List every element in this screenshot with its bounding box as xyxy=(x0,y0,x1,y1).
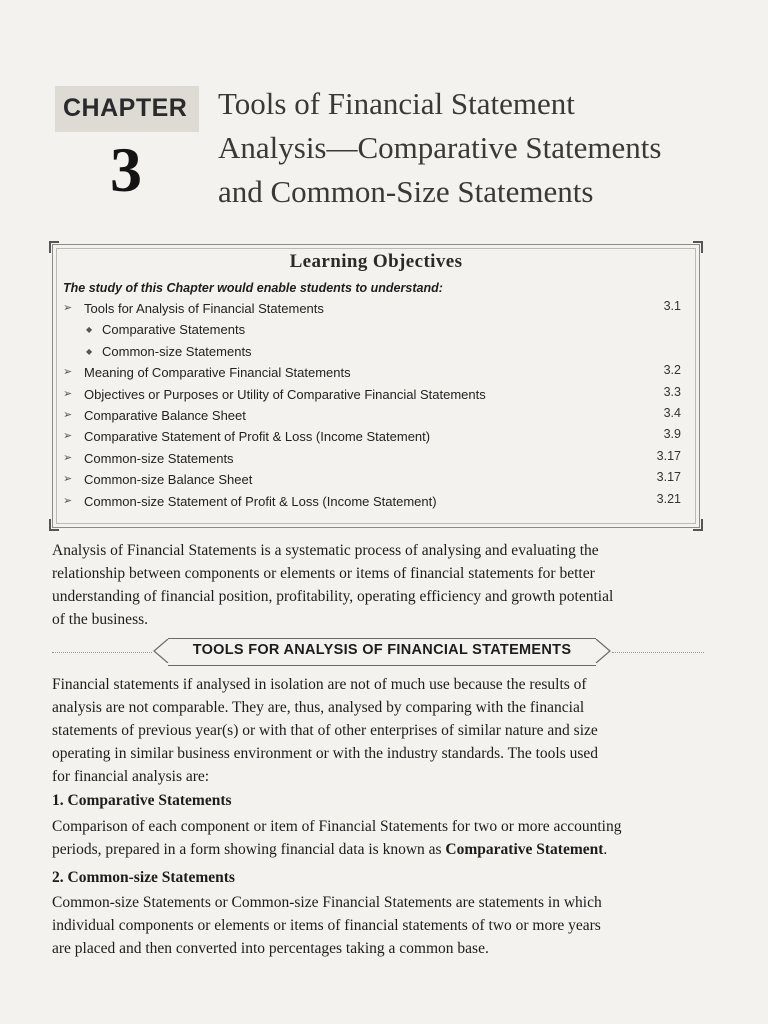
subsection-heading: 1. Comparative Statements xyxy=(52,792,232,809)
intro-paragraph xyxy=(52,539,704,631)
objective-page: 3.1 xyxy=(663,299,681,313)
objective-label: Objectives or Purposes or Utility of Comparative Financial Statements xyxy=(84,386,486,402)
paragraph-line: Common-size Statements or Common-size Financial Statements are statements in which xyxy=(52,894,602,911)
paragraph-line: operating in similar business environment or with the industry standards. The tools used xyxy=(52,745,599,762)
paragraph-line: Analysis of Financial Statements is a systematic process of analysing and evaluating the xyxy=(52,542,599,559)
objective-label: Comparative Statements xyxy=(102,322,246,338)
objective-item xyxy=(53,299,699,320)
paragraph-line: of the business. xyxy=(52,611,149,628)
banner-box xyxy=(168,638,596,666)
paragraph-line: relationship between components or elements or items of financial statements for better xyxy=(52,565,595,582)
corner-ornament-icon xyxy=(693,519,703,531)
paragraph-line: analysis are not comparable. They are, thus, analysed by comparing with the financial xyxy=(52,699,585,716)
objective-label: Common-size Statement of Profit & Loss (Income Statement) xyxy=(84,493,437,509)
banner-left-arrow-icon xyxy=(153,639,169,663)
paragraph-line: individual components or elements or items of financial statements of two or more years xyxy=(52,917,601,934)
chapter-title-line: and Common-Size Statements xyxy=(218,174,594,209)
objective-item xyxy=(53,492,699,513)
chapter-title-line: Tools of Financial Statement xyxy=(218,86,575,121)
objective-label: Comparative Balance Sheet xyxy=(84,407,246,423)
subsection-paragraph xyxy=(52,891,704,960)
paragraph-line: statements of previous year(s) or with that of other enterprises of similar nature and size xyxy=(52,722,598,739)
objective-item xyxy=(53,406,699,427)
objective-label: Common-size Balance Sheet xyxy=(84,472,253,488)
dotted-rule xyxy=(612,652,704,653)
objective-label: Meaning of Comparative Financial Statements xyxy=(84,365,351,381)
text-span: periods, prepared in a form showing financial data is known as xyxy=(52,841,446,858)
section-heading-banner xyxy=(52,638,704,666)
chapter-title-line: Analysis—Comparative Statements xyxy=(218,130,662,165)
subsection-heading: 2. Common-size Statements xyxy=(52,869,235,886)
learning-objectives-box xyxy=(52,244,700,528)
objective-item xyxy=(53,427,699,448)
objective-label: Common-size Statements xyxy=(84,450,234,466)
objective-label: Common-size Statements xyxy=(102,343,252,359)
objective-subitem xyxy=(53,320,699,341)
chapter-number: 3 xyxy=(110,134,142,205)
paragraph-line: understanding of financial position, profitability, operating efficiency and growth potential xyxy=(52,588,614,605)
arrow-bullet-icon: ➢ xyxy=(63,430,73,443)
paragraph-line: for financial analysis are: xyxy=(52,768,210,785)
paragraph-line xyxy=(52,838,704,861)
paragraph-line: Financial statements if analysed in isolation are not of much use because the results of xyxy=(52,676,587,693)
objective-item xyxy=(53,470,699,491)
objective-page: 3.17 xyxy=(656,448,681,463)
arrow-bullet-icon: ➢ xyxy=(63,494,73,507)
arrow-bullet-icon: ➢ xyxy=(63,302,73,314)
text-span: . xyxy=(603,841,608,858)
objective-item xyxy=(53,385,699,406)
section-paragraph xyxy=(52,673,704,788)
learning-objectives-heading: Learning Objectives xyxy=(289,251,463,272)
objective-subitem xyxy=(53,342,699,363)
arrow-bullet-icon: ➢ xyxy=(63,366,73,379)
paragraph-line: are placed and then converted into percentages taking a common base. xyxy=(52,940,489,957)
objective-page: 3.4 xyxy=(663,405,681,420)
subsection-paragraph xyxy=(52,815,704,861)
learning-objectives-list xyxy=(53,299,699,513)
objective-page: 3.21 xyxy=(656,491,681,506)
bold-term: Comparative Statement xyxy=(445,841,604,858)
arrow-bullet-icon: ➢ xyxy=(63,387,73,400)
corner-ornament-icon xyxy=(49,519,59,531)
objective-page: 3.3 xyxy=(663,384,681,399)
section-title: TOOLS FOR ANALYSIS OF FINANCIAL STATEMENTS xyxy=(192,642,572,658)
objective-label: Comparative Statement of Profit & Loss (Income Statement) xyxy=(84,429,431,445)
banner-right-arrow-icon xyxy=(595,639,611,663)
learning-objectives-intro: The study of this Chapter would enable students to understand: xyxy=(63,281,443,295)
arrow-bullet-icon: ➢ xyxy=(63,451,73,464)
arrow-bullet-icon: ➢ xyxy=(63,473,73,486)
objective-page: 3.2 xyxy=(663,363,681,378)
objective-item xyxy=(53,449,699,470)
diamond-bullet-icon: ◆ xyxy=(86,346,93,356)
objective-page: 3.17 xyxy=(656,470,681,485)
diamond-bullet-icon: ◆ xyxy=(86,325,93,335)
objective-page: 3.9 xyxy=(663,427,681,442)
chapter-label: CHAPTER xyxy=(63,94,188,122)
arrow-bullet-icon: ➢ xyxy=(63,408,73,421)
paragraph-line: Comparison of each component or item of Financial Statements for two or more accounting xyxy=(52,818,622,835)
objective-label: Tools for Analysis of Financial Statements xyxy=(84,301,324,316)
objective-item xyxy=(53,363,699,384)
dotted-rule xyxy=(52,652,152,653)
chapter-title xyxy=(218,82,738,214)
